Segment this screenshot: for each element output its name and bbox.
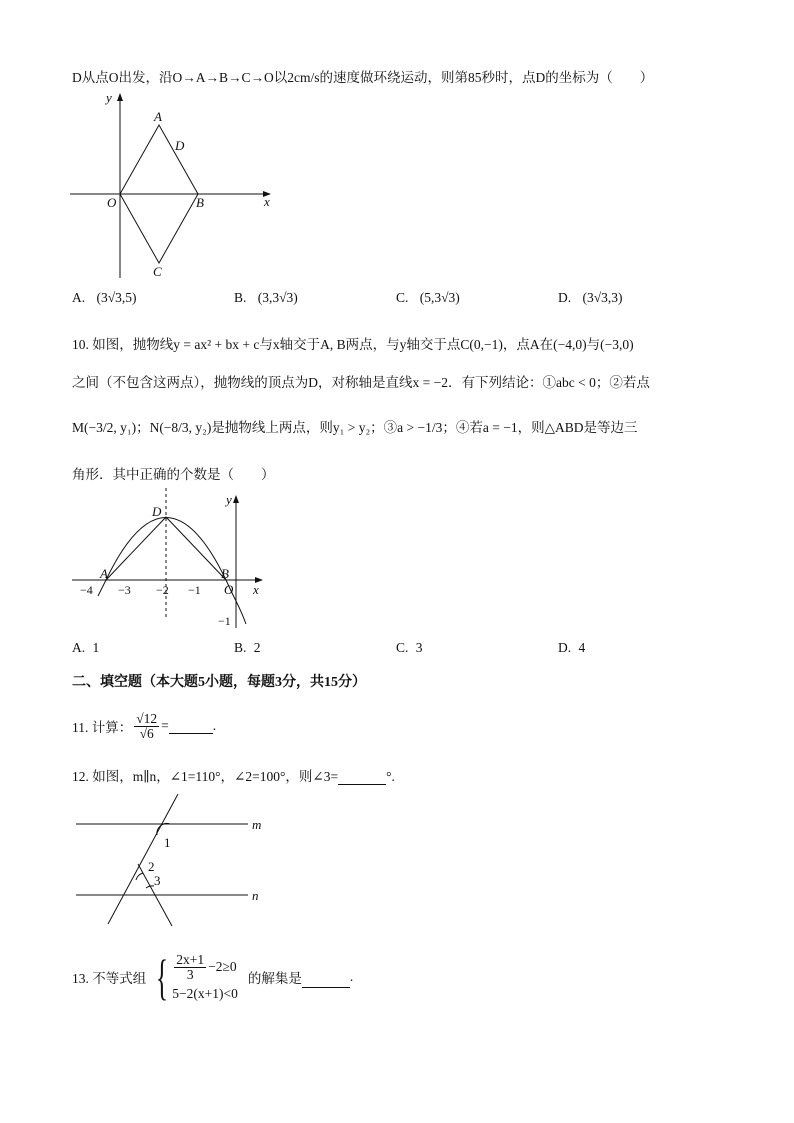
- q10-option-b-value: 2: [253, 640, 261, 655]
- q13: [72, 945, 353, 1009]
- q12: [72, 765, 395, 785]
- q10-option-a[interactable]: [72, 640, 99, 656]
- q12-angle-3-arc: [146, 886, 154, 888]
- q12-label-n: n: [252, 888, 259, 903]
- q13-numerator: 2x+1: [176, 951, 205, 967]
- q12-figure: [70, 790, 280, 932]
- q10-option-b-label: B.: [234, 640, 247, 655]
- q10-option-b[interactable]: [234, 640, 261, 656]
- q11-fraction: [134, 712, 159, 741]
- q10-line-3: M(−3/2, y₁)；N(−8/3, y₂)是抛物线上两点，则y₁ > y₂；③a > −1/3；④若a = −1，则△ABD是等边三: [72, 420, 638, 435]
- q9-option-b-value: (3,3√3): [257, 290, 298, 305]
- q10-option-c-value: 3: [415, 640, 423, 655]
- q10-line-2: 之间（不包含这两点），抛物线的顶点为D，对称轴是直线x = −2．有下列结论：①abc < 0；②若点: [72, 375, 650, 390]
- q13-prefix: 13. 不等式组: [72, 971, 147, 986]
- q10-label-d: D: [152, 504, 162, 519]
- q13-denominator: 3: [186, 966, 194, 982]
- q10-option-d[interactable]: [558, 640, 585, 656]
- q10-tick-neg3: −3: [118, 583, 131, 597]
- q10-tick-neg4: −4: [80, 583, 93, 597]
- q9-label-y: y: [106, 90, 112, 105]
- q10-tick-neg1-x: −1: [188, 583, 201, 597]
- q10-parabola-left-tail: [98, 580, 106, 596]
- q9-option-c-value: (5,3√3): [419, 290, 460, 305]
- q12-label-m: m: [252, 817, 262, 832]
- q9-option-c-label: C.: [396, 290, 409, 305]
- q10-tick-neg1-y: −1: [218, 614, 231, 628]
- q10-label-a: A: [100, 566, 108, 581]
- q9-label-c: C: [153, 264, 162, 279]
- q12-text: 12. 如图，m∥n，∠1=110°，∠2=100°，则∠3=: [72, 769, 339, 784]
- q13-system: [172, 953, 238, 1002]
- q12-label-1: 1: [164, 835, 171, 850]
- q11-denominator: √6: [139, 725, 154, 741]
- q13-inequality-2: 5−2(x+1)<0: [172, 985, 238, 1001]
- q11: [72, 706, 216, 746]
- q10-label-x: x: [253, 582, 259, 597]
- q10-figure: [60, 488, 280, 638]
- q12-end: °.: [386, 769, 395, 784]
- q11-answer-blank[interactable]: [169, 719, 213, 734]
- q10-option-a-label: A.: [72, 640, 86, 655]
- q9-option-a-value: (3√3,5): [96, 290, 137, 305]
- q10-label-b: B: [221, 566, 229, 581]
- q13-answer-blank[interactable]: [302, 973, 350, 988]
- q9-option-b[interactable]: [234, 290, 298, 306]
- q13-inequality-1-rest: −2≥0: [208, 959, 237, 974]
- q9-option-d[interactable]: [558, 290, 623, 306]
- q9-stem: D从点O出发，沿O→A→B→C→O以2cm/s的速度做环绕运动，则第85秒时，点D的坐标为（ ）: [72, 70, 654, 85]
- q11-end: .: [212, 718, 217, 733]
- q9-figure: [60, 88, 290, 288]
- q10-option-a-value: 1: [92, 640, 100, 655]
- q13-fraction: [174, 953, 206, 982]
- q12-transversal-1: [108, 794, 178, 924]
- q13-end: .: [349, 969, 354, 984]
- q12-label-3: 3: [154, 873, 161, 888]
- q9-option-d-label: D.: [558, 290, 572, 305]
- q10-option-d-value: 4: [578, 640, 586, 655]
- q9-option-a[interactable]: [72, 290, 137, 306]
- q9-label-d: D: [175, 138, 185, 153]
- section-2-title: 二、填空题（本大题5小题，每题3分，共15分）: [72, 675, 366, 690]
- q10-label-o: O: [224, 582, 234, 597]
- q9-option-b-label: B.: [234, 290, 247, 305]
- q11-equals: =: [161, 718, 169, 733]
- q10-option-c-label: C.: [396, 640, 409, 655]
- q9-option-a-label: A.: [72, 290, 86, 305]
- q9-option-d-value: (3√3,3): [582, 290, 623, 305]
- q10-label-y: y: [226, 492, 232, 507]
- q9-label-o: O: [107, 195, 117, 210]
- q9-label-x: x: [264, 194, 270, 209]
- q9-option-c[interactable]: [396, 290, 460, 306]
- q12-label-2: 2: [148, 859, 155, 874]
- q12-angle-2-arc: [136, 873, 143, 880]
- q9-label-a: A: [154, 109, 162, 124]
- q10-tick-neg2: −2: [156, 583, 169, 597]
- q13-suffix: 的解集是: [247, 971, 302, 986]
- q9-label-b: B: [196, 195, 204, 210]
- q12-answer-blank[interactable]: [338, 770, 386, 785]
- q10-line-1: 10. 如图，抛物线y = ax² + bx + c与x轴交于A, B两点，与y轴交于点C(0,−1)，点A在(−4,0)与(−3,0): [72, 337, 634, 352]
- q11-prefix: 11. 计算：: [72, 720, 133, 735]
- q10-option-d-label: D.: [558, 640, 572, 655]
- q10-line-4: 角形．其中正确的个数是（ ）: [72, 467, 275, 482]
- q11-numerator: √12: [136, 710, 158, 726]
- q10-option-c[interactable]: [396, 640, 423, 656]
- q13-brace: {: [156, 949, 169, 1005]
- q13-inequality-1: [172, 953, 238, 982]
